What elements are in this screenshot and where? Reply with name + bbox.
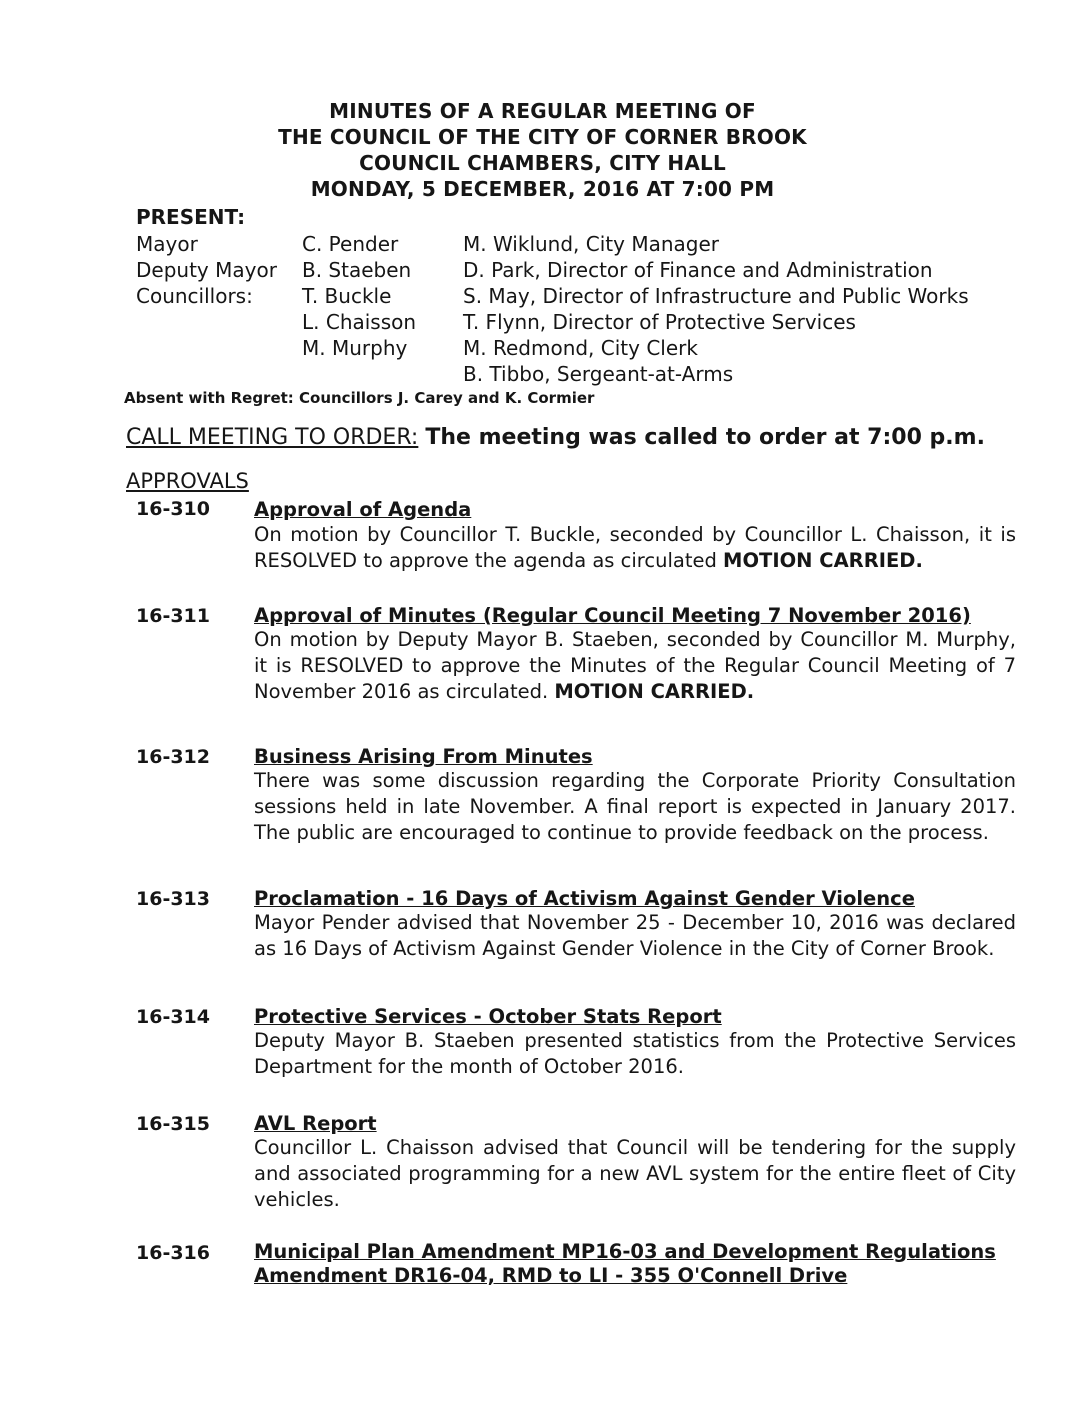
- staff-may: S. May, Director of Infrastructure and Public Works: [463, 284, 969, 308]
- item-number: 16-312: [136, 746, 210, 768]
- item-text: [254, 768, 1016, 846]
- item-text: [254, 910, 1016, 962]
- item-body: Deputy Mayor B. Staeben presented statistics from the Protective Services Department for the month of October 2016.: [254, 1029, 1016, 1078]
- absent-line: Absent with Regret: Councillors J. Carey and K. Cormier: [124, 389, 595, 407]
- staff-park: D. Park, Director of Finance and Administration: [463, 258, 933, 282]
- item-body: Mayor Pender advised that November 25 - December 10, 2016 was declared as 16 Days of Activism Against Gender Violence in the City of Corner Brook.: [254, 911, 1016, 960]
- motion-result: MOTION CARRIED.: [723, 549, 923, 572]
- role-deputy-mayor: Deputy Mayor: [136, 258, 277, 282]
- call-to-order-text: The meeting was called to order at 7:00 p.m.: [425, 425, 985, 450]
- item-number: 16-315: [136, 1113, 210, 1135]
- approvals-heading: APPROVALS: [126, 469, 249, 493]
- item-title: Approval of Minutes (Regular Council Meeting 7 November 2016): [254, 604, 971, 627]
- item-body: Councillor L. Chaisson advised that Council will be tendering for the supply and associated programming for a new AVL system for the entire fleet of City vehicles.: [254, 1136, 1016, 1211]
- item-number: 16-311: [136, 605, 210, 627]
- item-body: On motion by Councillor T. Buckle, seconded by Councillor L. Chaisson, it is RESOLVED to approve the agenda as circulated: [254, 523, 1016, 572]
- item-title: Business Arising From Minutes: [254, 745, 593, 768]
- call-to-order-label: CALL MEETING TO ORDER:: [126, 425, 419, 450]
- header-line-3: COUNCIL CHAMBERS, CITY HALL: [359, 151, 726, 175]
- item-text: [254, 522, 1016, 574]
- header-line-1: MINUTES OF A REGULAR MEETING OF: [329, 99, 756, 123]
- item-number: 16-314: [136, 1006, 210, 1028]
- motion-result: MOTION CARRIED.: [554, 680, 755, 703]
- item-title-line-1: Municipal Plan Amendment MP16-03 and Development Regulations: [254, 1240, 996, 1263]
- staff-flynn: T. Flynn, Director of Protective Services: [463, 310, 856, 334]
- name-buckle: T. Buckle: [302, 284, 392, 308]
- staff-tibbo: B. Tibbo, Sergeant-at-Arms: [463, 362, 734, 386]
- item-body: There was some discussion regarding the Corporate Priority Consultation sessions held in late November. A final report is expected in January 2017. The public are encouraged to continue to provide feedback on the process.: [254, 769, 1016, 844]
- header-line-2: THE COUNCIL OF THE CITY OF CORNER BROOK: [278, 125, 807, 149]
- role-mayor: Mayor: [136, 232, 198, 256]
- item-title: Protective Services - October Stats Report: [254, 1005, 722, 1028]
- item-text: [254, 1135, 1016, 1213]
- item-body: On motion by Deputy Mayor B. Staeben, seconded by Councillor M. Murphy, it is RESOLVED to approve the Minutes of the Regular Council Meeting of 7 November 2016 as circulated.: [254, 628, 1016, 703]
- name-chaisson: L. Chaisson: [302, 310, 417, 334]
- staff-wiklund: M. Wiklund, City Manager: [463, 232, 719, 256]
- role-councillors: Councillors:: [136, 284, 253, 308]
- item-number: 16-310: [136, 498, 210, 520]
- name-murphy: M. Murphy: [302, 336, 408, 360]
- item-title-line-2: Amendment DR16-04, RMD to LI - 355 O'Connell Drive: [254, 1264, 848, 1287]
- item-number: 16-316: [136, 1242, 210, 1264]
- name-pender: C. Pender: [302, 232, 399, 256]
- call-to-order: [126, 425, 985, 450]
- item-number: 16-313: [136, 888, 210, 910]
- staff-redmond: M. Redmond, City Clerk: [463, 336, 698, 360]
- item-text: [254, 627, 1016, 705]
- name-staeben: B. Staeben: [302, 258, 412, 282]
- present-label: PRESENT:: [136, 205, 246, 229]
- item-title: Proclamation - 16 Days of Activism Against Gender Violence: [254, 887, 915, 910]
- item-title: AVL Report: [254, 1112, 377, 1135]
- header-line-4: MONDAY, 5 DECEMBER, 2016 AT 7:00 PM: [310, 177, 775, 201]
- item-text: [254, 1028, 1016, 1080]
- item-title: Approval of Agenda: [254, 498, 472, 521]
